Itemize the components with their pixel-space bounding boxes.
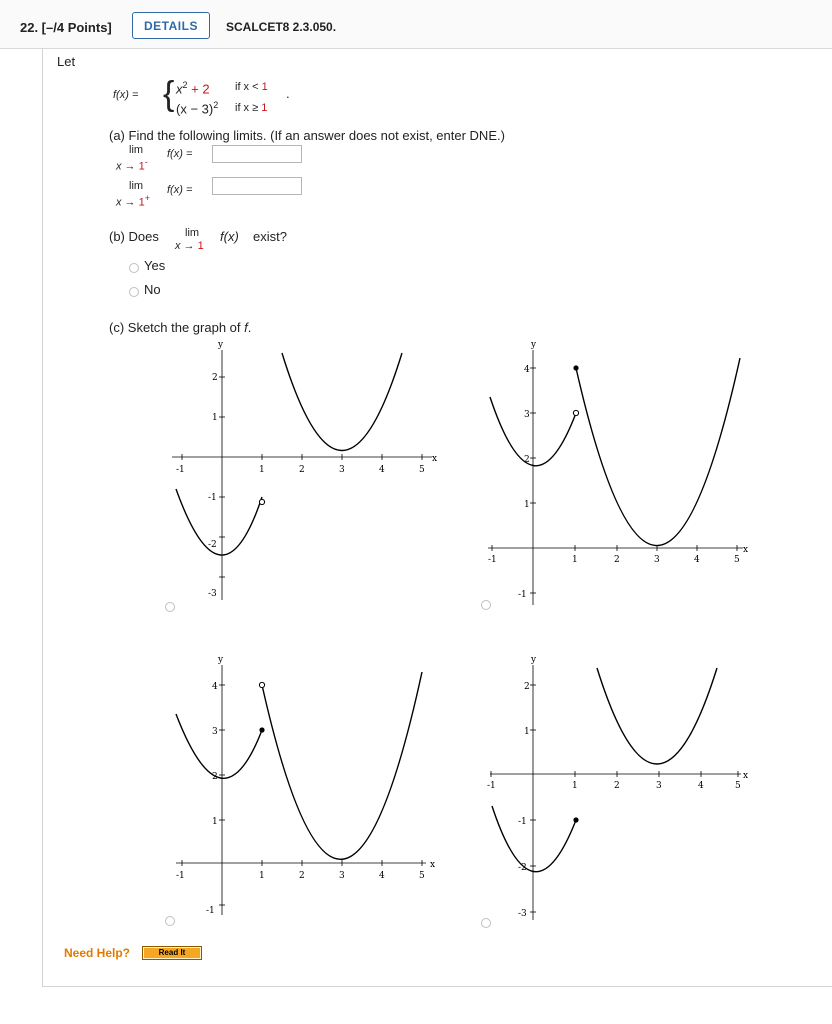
x-tick-label: 3 — [339, 465, 345, 475]
x-tick-label: 2 — [299, 465, 305, 475]
open-endpoint — [573, 410, 578, 415]
lim-right-label: lim — [129, 180, 144, 192]
open-endpoint — [259, 499, 264, 504]
x-tick-label: 5 — [419, 465, 425, 475]
y-axis-label: y — [218, 655, 224, 665]
need-help-label: Need Help? — [64, 946, 131, 960]
y-tick-label: 1 — [524, 500, 530, 510]
part-c-prompt: (c) Sketch the graph of f. — [109, 320, 252, 335]
y-tick-label: -1 — [206, 906, 215, 916]
part-a-prompt: (a) Find the following limits. (If an answer does not exist, enter DNE.) — [109, 128, 505, 143]
x-axis-label: x — [430, 860, 436, 870]
y-axis-label: y — [218, 340, 224, 350]
y-tick-label: -1 — [208, 493, 217, 503]
piece-one: $x^2 + 2$ — [176, 80, 210, 97]
x-tick-label: -1 — [488, 555, 497, 565]
graph-option-2 — [480, 338, 770, 618]
graph-curve-left — [492, 806, 576, 872]
x-tick-label: -1 — [176, 465, 185, 475]
graph-curve-right — [576, 358, 740, 546]
let-label: Let — [57, 54, 76, 69]
x-tick-label: 3 — [654, 555, 660, 565]
question-number: 22. [–/4 Points] — [20, 20, 112, 35]
graph-1-radio[interactable] — [165, 602, 175, 612]
graph-curve-left — [176, 489, 262, 555]
x-tick-label: 1 — [259, 465, 265, 475]
x-tick-label: 1 — [259, 871, 265, 881]
graph-option-3 — [160, 650, 450, 930]
x-tick-label: 5 — [734, 555, 740, 565]
y-tick-label: 1 — [524, 727, 530, 737]
part-b-fx: f(x) — [220, 229, 239, 244]
open-endpoint — [259, 682, 264, 687]
closed-endpoint — [259, 727, 264, 732]
part-b-lim: lim — [185, 227, 200, 239]
left-limit-input[interactable] — [212, 145, 302, 163]
graph-curve-right — [262, 672, 422, 859]
x-tick-label: 3 — [656, 781, 662, 791]
y-tick-label: 3 — [212, 727, 218, 737]
question-header — [0, 0, 832, 49]
piecewise-brace: { — [163, 75, 175, 113]
y-tick-label: 2 — [212, 772, 218, 782]
y-tick-label: -1 — [518, 590, 527, 600]
graph-option-4 — [480, 650, 770, 930]
piece-one-condition: if x < 1 — [235, 81, 268, 93]
right-limit-input[interactable] — [212, 177, 302, 195]
no-radio[interactable] — [129, 287, 139, 297]
y-tick-label: -2 — [518, 863, 527, 873]
piece-two: $(x - 3)^2$ — [176, 100, 219, 117]
x-tick-label: 5 — [419, 871, 425, 881]
yes-label: Yes — [144, 258, 166, 273]
x-axis-label: x — [743, 545, 749, 555]
lim-left-approach: x → 1- — [116, 157, 148, 173]
y-tick-label: 2 — [524, 455, 530, 465]
y-tick-label: -3 — [518, 909, 527, 919]
piece-two-condition: if x ≥ 1 — [235, 102, 268, 114]
piecewise-period: . — [286, 86, 290, 101]
graph-4-radio[interactable] — [481, 918, 491, 928]
no-label: No — [144, 282, 161, 297]
part-b-approach: x → 1 — [175, 240, 204, 252]
part-b-does: (b) Does — [109, 229, 159, 244]
yes-radio[interactable] — [129, 263, 139, 273]
graph-option-1 — [160, 338, 450, 618]
x-axis-label: x — [743, 771, 749, 781]
graph-3-radio[interactable] — [165, 916, 175, 926]
x-tick-label: 1 — [572, 555, 578, 565]
x-tick-label: 3 — [339, 871, 345, 881]
y-tick-label: -3 — [208, 589, 217, 599]
fx-label: f(x) = — [113, 89, 139, 101]
y-tick-label: 4 — [524, 365, 530, 375]
y-tick-label: 3 — [524, 410, 530, 420]
y-tick-label: 1 — [212, 817, 218, 827]
x-tick-label: 4 — [698, 781, 704, 791]
lim-right-fx: f(x) = — [167, 184, 193, 196]
x-tick-label: 1 — [572, 781, 578, 791]
part-b-exist: exist? — [253, 229, 287, 244]
x-tick-label: 4 — [379, 465, 385, 475]
y-tick-label: 2 — [524, 682, 530, 692]
x-tick-label: 4 — [694, 555, 700, 565]
x-tick-label: 2 — [614, 781, 620, 791]
y-tick-label: 2 — [212, 373, 218, 383]
x-tick-label: 5 — [735, 781, 741, 791]
graph-2-radio[interactable] — [481, 600, 491, 610]
x-axis-label: x — [432, 454, 438, 464]
question-code: SCALCET8 2.3.050. — [226, 20, 337, 34]
x-tick-label: 2 — [614, 555, 620, 565]
x-tick-label: -1 — [176, 871, 185, 881]
closed-endpoint — [573, 817, 578, 822]
y-axis-label: y — [531, 655, 537, 665]
lim-right-approach: x → 1+ — [116, 193, 151, 209]
y-tick-label: -1 — [518, 817, 527, 827]
graph-curve-left — [176, 714, 262, 778]
x-tick-label: -1 — [487, 781, 496, 791]
y-tick-label: 1 — [212, 413, 218, 423]
x-tick-label: 2 — [299, 871, 305, 881]
y-axis-label: y — [531, 340, 537, 350]
details-button[interactable]: DETAILS — [132, 12, 210, 39]
lim-left-fx: f(x) = — [167, 148, 193, 160]
x-tick-label: 4 — [379, 871, 385, 881]
lim-left-label: lim — [129, 144, 144, 156]
graph-curve-right — [597, 668, 717, 764]
y-tick-label: 4 — [212, 682, 218, 692]
y-tick-label: -2 — [208, 540, 217, 550]
read-it-button[interactable]: Read It — [142, 946, 202, 960]
closed-endpoint — [573, 365, 578, 370]
graph-curve-right — [282, 353, 402, 451]
